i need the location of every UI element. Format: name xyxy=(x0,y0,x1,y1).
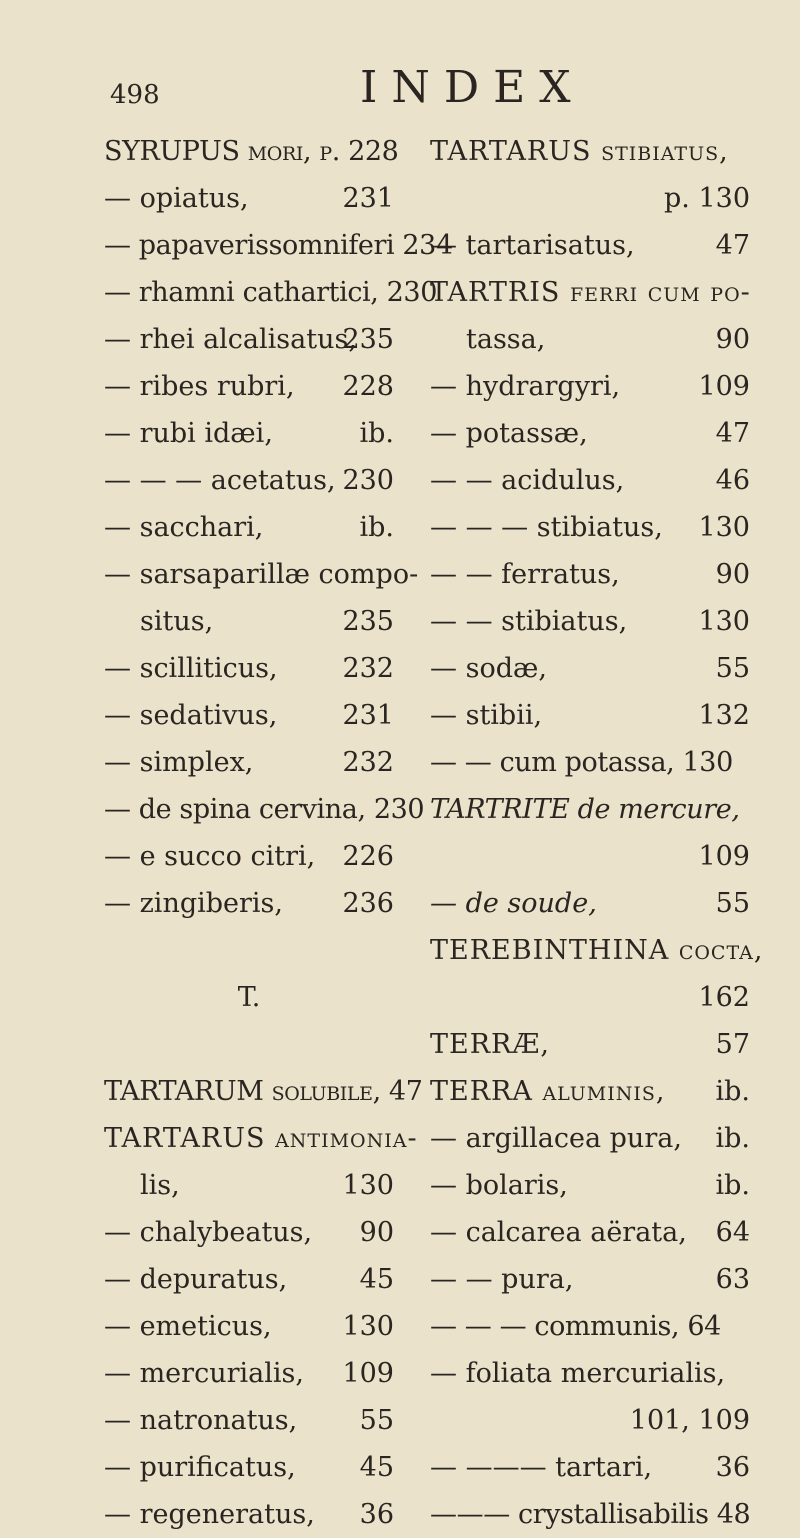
index-entry xyxy=(104,1021,394,1068)
entry-term: — rubi idæi, xyxy=(104,418,273,449)
index-entry xyxy=(104,692,394,739)
entry-page-ref: 231 xyxy=(342,183,394,214)
entry-term: — regeneratus, xyxy=(104,1499,315,1530)
index-entry xyxy=(104,833,394,880)
entry-page-ref: 45 xyxy=(359,1264,394,1295)
index-entry xyxy=(430,1350,750,1397)
entry-page-ref: 47 xyxy=(715,418,750,449)
entry-term: — depuratus, xyxy=(104,1264,288,1295)
entry-term: — foliata mercurialis, xyxy=(430,1358,726,1389)
entry-page-ref: 232 xyxy=(342,653,394,684)
entry-term: — sacchari, xyxy=(104,512,264,543)
index-entry xyxy=(104,175,394,222)
index-entry xyxy=(430,880,750,927)
index-entry xyxy=(104,504,394,551)
entry-term: — — acidulus, xyxy=(430,465,625,496)
index-entry xyxy=(430,739,750,786)
index-entry xyxy=(104,927,394,974)
index-entry xyxy=(430,645,750,692)
entry-page-ref: ib. xyxy=(715,1123,750,1154)
index-entry xyxy=(430,551,750,598)
index-entry xyxy=(104,1162,394,1209)
entry-term: — emeticus, xyxy=(104,1311,272,1342)
entry-page-ref: 90 xyxy=(359,1217,394,1248)
index-entry xyxy=(430,504,750,551)
entry-term: — — — communis, 64 xyxy=(430,1311,721,1342)
entry-term: — scilliticus, xyxy=(104,653,278,684)
entry-term: TARTRITE de mercure, xyxy=(430,794,740,825)
index-entry xyxy=(430,175,750,222)
index-entry xyxy=(430,833,750,880)
entry-term: — — — stibiatus, xyxy=(430,512,663,543)
entry-page-ref: 90 xyxy=(715,324,750,355)
index-entry xyxy=(104,410,394,457)
index-entry xyxy=(430,128,750,175)
index-entry xyxy=(104,1115,418,1162)
entry-term: TERRA aluminis, xyxy=(430,1076,666,1107)
index-entry xyxy=(430,974,750,1021)
index-entry xyxy=(104,222,453,269)
index-entry xyxy=(104,551,419,598)
entry-term: — rhamni cathartici, 230 xyxy=(104,277,437,308)
index-entry xyxy=(430,1491,750,1538)
entry-page-ref: 235 xyxy=(342,324,394,355)
left-column xyxy=(104,128,453,1538)
index-entry xyxy=(430,363,750,410)
entry-term: — sedativus, xyxy=(104,700,278,731)
index-entry xyxy=(430,598,750,645)
index-entry xyxy=(104,974,394,1021)
entry-page-ref: 232 xyxy=(342,747,394,778)
right-column xyxy=(430,128,764,1538)
entry-term: T. xyxy=(237,982,261,1013)
entry-page-ref: 132 xyxy=(698,700,750,731)
entry-term: SYRUPUS mori, p. 228 xyxy=(104,136,399,167)
index-entry xyxy=(430,269,750,316)
entry-page-ref: 90 xyxy=(715,559,750,590)
entry-page-ref: 45 xyxy=(359,1452,394,1483)
entry-term: tassa, xyxy=(466,324,546,355)
entry-term: TEREBINTHINA cocta, xyxy=(430,935,764,966)
entry-page-ref: 130 xyxy=(698,606,750,637)
entry-term: — rhei alcalisatus, xyxy=(104,324,357,355)
index-entry xyxy=(104,1397,394,1444)
entry-term: — purificatus, xyxy=(104,1452,296,1483)
entry-term: — simplex, xyxy=(104,747,254,778)
entry-term: — hydrargyri, xyxy=(430,371,621,402)
entry-term: TARTARUS stibiatus, xyxy=(430,136,729,167)
entry-page-ref: 46 xyxy=(715,465,750,496)
entry-page-ref: ib. xyxy=(359,418,394,449)
index-entry xyxy=(104,1068,423,1115)
index-entry xyxy=(104,1444,394,1491)
index-entry xyxy=(104,1209,394,1256)
index-entry xyxy=(430,1115,750,1162)
entry-page-ref: 36 xyxy=(715,1452,750,1483)
index-entry xyxy=(430,1209,750,1256)
entry-term: — de soude, xyxy=(430,888,597,919)
index-entry xyxy=(430,1397,750,1444)
index-entry xyxy=(104,739,394,786)
entry-page-ref: 63 xyxy=(715,1264,750,1295)
index-entry xyxy=(430,1068,750,1115)
entry-page-ref: 36 xyxy=(359,1499,394,1530)
entry-page-ref: 47 xyxy=(715,230,750,261)
entry-term: — mercurialis, xyxy=(104,1358,304,1389)
index-entry xyxy=(430,1256,750,1303)
entry-page-ref: 236 xyxy=(342,888,394,919)
entry-term: TERRÆ, xyxy=(430,1029,550,1060)
entry-page-ref: 109 xyxy=(342,1358,394,1389)
index-entry xyxy=(430,927,764,974)
page-header xyxy=(0,62,800,122)
running-title: INDEX xyxy=(360,62,585,113)
index-entry xyxy=(430,692,750,739)
entry-term: — ——— tartari, xyxy=(430,1452,653,1483)
entry-term: — natronatus, xyxy=(104,1405,298,1436)
index-entry xyxy=(430,1303,750,1350)
entry-term: lis, xyxy=(140,1170,180,1201)
entry-term: — tartarisatus, xyxy=(430,230,635,261)
entry-term: — — pura, xyxy=(430,1264,574,1295)
index-entry xyxy=(430,410,750,457)
index-entry xyxy=(104,1303,394,1350)
entry-page-ref: 101, 109 xyxy=(629,1405,750,1436)
entry-page-ref: 130 xyxy=(342,1170,394,1201)
entry-page-ref: 231 xyxy=(342,700,394,731)
index-entry xyxy=(430,786,750,833)
entry-term: — argillacea pura, xyxy=(430,1123,682,1154)
index-entry xyxy=(430,1444,750,1491)
entry-page-ref: 57 xyxy=(715,1029,750,1060)
index-entry xyxy=(104,1350,394,1397)
entry-page-ref: 228 xyxy=(342,371,394,402)
entry-term: — papaverissomniferi 234 xyxy=(104,230,453,261)
entry-term: — calcarea aërata, xyxy=(430,1217,687,1248)
index-entry xyxy=(104,1491,394,1538)
entry-page-ref: 235 xyxy=(342,606,394,637)
entry-page-ref: ib. xyxy=(715,1170,750,1201)
entry-term: — bolaris, xyxy=(430,1170,568,1201)
entry-page-ref: 226 xyxy=(342,841,394,872)
entry-term: — opiatus, xyxy=(104,183,249,214)
entry-term: TARTARUS antimonia- xyxy=(104,1123,418,1154)
entry-page-ref: 109 xyxy=(698,371,750,402)
entry-term: situs, xyxy=(140,606,214,637)
entry-page-ref: ib. xyxy=(359,512,394,543)
page-number: 498 xyxy=(110,80,160,110)
entry-page-ref: ib. xyxy=(715,1076,750,1107)
index-entry xyxy=(104,128,399,175)
entry-page-ref: 55 xyxy=(715,888,750,919)
index-entry xyxy=(430,457,750,504)
index-entry xyxy=(430,222,750,269)
entry-page-ref: 109 xyxy=(698,841,750,872)
entry-term: — chalybeatus, xyxy=(104,1217,313,1248)
entry-term: — — ferratus, xyxy=(430,559,620,590)
entry-term: TARTRIS ferri cum po- xyxy=(430,277,751,308)
entry-term: — — stibiatus, xyxy=(430,606,628,637)
entry-page-ref: 130 xyxy=(342,1311,394,1342)
entry-page-ref: 162 xyxy=(698,982,750,1013)
index-entry xyxy=(104,457,394,504)
index-entry xyxy=(104,316,394,363)
entry-term: — sarsaparillæ compo- xyxy=(104,559,419,590)
entry-term: — sodæ, xyxy=(430,653,547,684)
entry-term: — ribes rubri, xyxy=(104,371,295,402)
entry-page-ref: p. 130 xyxy=(664,183,750,214)
entry-page-ref: 130 xyxy=(698,512,750,543)
index-entry xyxy=(104,1256,394,1303)
entry-term: ——— crystallisabilis 48 xyxy=(430,1499,751,1530)
entry-term: TARTARUM solubile, 47 xyxy=(104,1076,423,1107)
index-entry xyxy=(430,1021,750,1068)
entry-term: — potassæ, xyxy=(430,418,588,449)
entry-page-ref: 230 xyxy=(342,465,394,496)
index-entry xyxy=(104,363,394,410)
index-entry xyxy=(104,269,437,316)
entry-term: — e succo citri, xyxy=(104,841,316,872)
index-entry xyxy=(104,880,394,927)
entry-page-ref: 64 xyxy=(715,1217,750,1248)
index-entry xyxy=(430,1162,750,1209)
entry-term: — zingiberis, xyxy=(104,888,283,919)
index-entry xyxy=(430,316,750,363)
entry-term: — de spina cervina, 230 xyxy=(104,794,425,825)
index-entry xyxy=(104,598,394,645)
entry-term: — stibii, xyxy=(430,700,543,731)
entry-page-ref: 55 xyxy=(715,653,750,684)
index-entry xyxy=(104,786,425,833)
index-entry xyxy=(104,645,394,692)
entry-term: — — cum potassa, 130 xyxy=(430,747,733,778)
entry-term: — — — acetatus, xyxy=(104,465,336,496)
entry-page-ref: 55 xyxy=(359,1405,394,1436)
